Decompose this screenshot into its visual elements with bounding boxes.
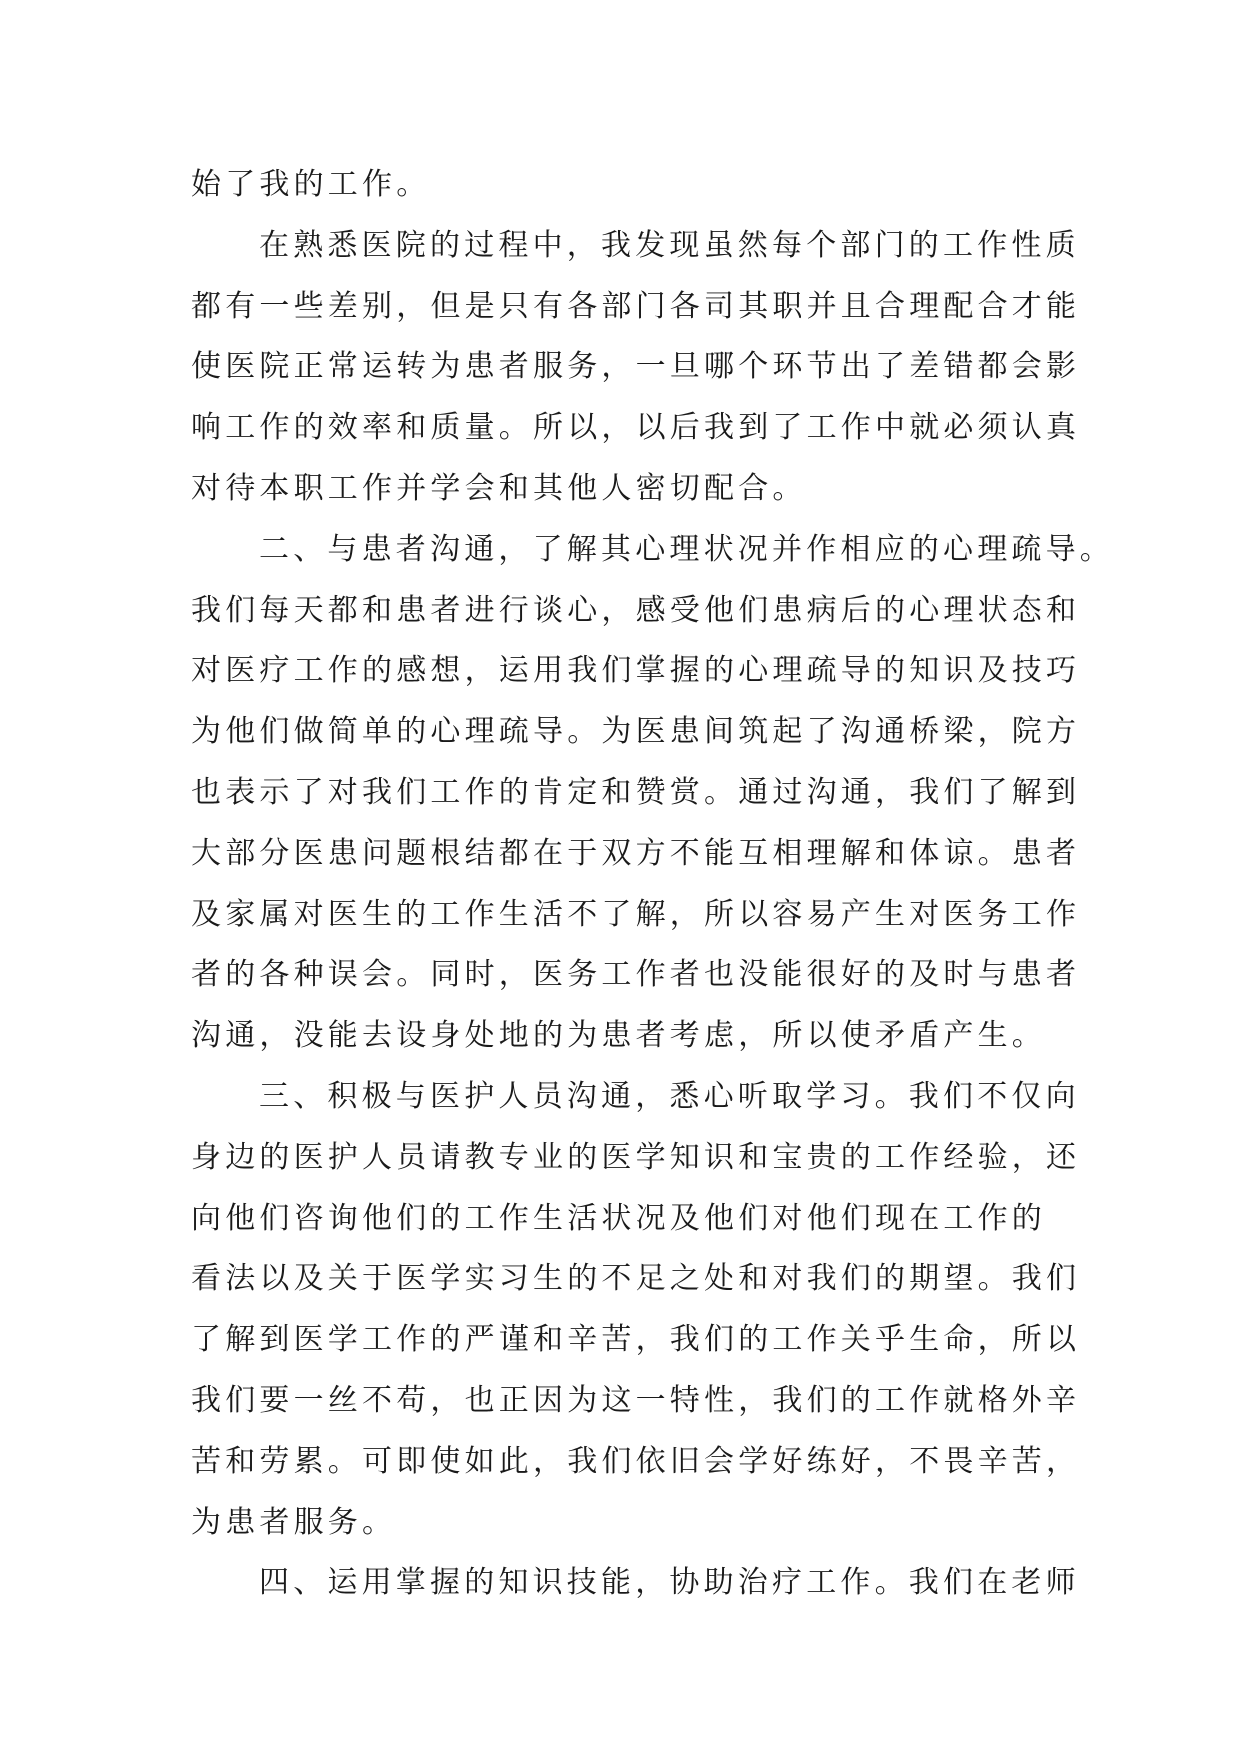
text-line: 身边的医护人员请教专业的医学知识和宝贵的工作经验，还 [191,1139,1081,1175]
text-line: 者的各种误会。同时，医务工作者也没能很好的及时与患者 [191,957,1081,993]
text-line: 始了我的工作。 [191,167,431,202]
body-text [191,155,1114,1614]
paragraph-start-line: 三、积极与医护人员沟通，悉心听取学习。我们不仅向 [259,1078,1080,1114]
text-line: 对待本职工作并学会和其他人密切配合。 [191,470,807,506]
text-line: 为患者服务。 [191,1504,397,1540]
text-line: 都有一些差别，但是只有各部门各司其职并且合理配合才能 [191,288,1081,324]
paragraph-start-line: 在熟悉医院的过程中，我发现虽然每个部门的工作性质 [259,227,1080,263]
text-line: 向他们咨询他们的工作生活状况及他们对他们现在工作的 [191,1200,1046,1236]
text-line: 为他们做简单的心理疏导。为医患间筑起了沟通桥梁，院方 [191,714,1081,750]
text-line: 及家属对医生的工作生活不了解，所以容易产生对医务工作 [191,896,1081,932]
text-line: 也表示了对我们工作的肯定和赞赏。通过沟通，我们了解到 [191,774,1081,810]
text-line: 沟通，没能去设身处地的为患者考虑，所以使矛盾产生。 [191,1018,1046,1054]
paragraph-start-line: 四、运用掌握的知识技能，协助治疗工作。我们在老师 [259,1565,1080,1601]
paragraph-start-line: 二、与患者沟通，了解其心理状况并作相应的心理疏导。 [259,531,1114,567]
text-line: 大部分医患问题根结都在于双方不能互相理解和体谅。患者 [191,835,1081,871]
text-line: 响工作的效率和质量。所以，以后我到了工作中就必须认真 [191,410,1081,446]
text-line: 使医院正常运转为患者服务，一旦哪个环节出了差错都会影 [191,349,1081,385]
text-line: 看法以及关于医学实习生的不足之处和对我们的期望。我们 [191,1261,1081,1297]
text-line: 我们每天都和患者进行谈心，感受他们患病后的心理状态和 [191,592,1081,628]
text-line: 对医疗工作的感想，运用我们掌握的心理疏导的知识及技巧 [191,653,1081,689]
text-line: 了解到医学工作的严谨和辛苦，我们的工作关乎生命，所以 [191,1322,1081,1358]
text-line: 我们要一丝不苟，也正因为这一特性，我们的工作就格外辛 [191,1382,1081,1418]
text-line: 苦和劳累。可即使如此，我们依旧会学好练好，不畏辛苦， [191,1443,1081,1479]
